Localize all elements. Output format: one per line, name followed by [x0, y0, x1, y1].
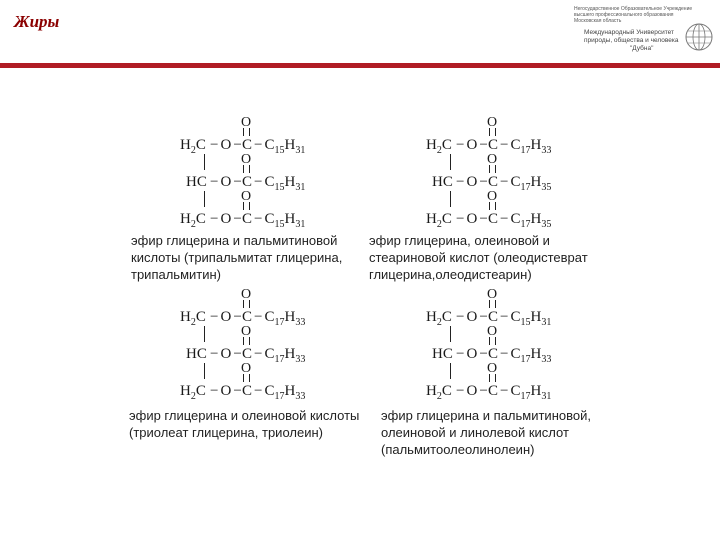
fatty-acid-chain: $C - C_{15}H_{31}$ [242, 137, 306, 156]
carbonyl-oxygen: O [487, 361, 498, 376]
caption-line: глицерина,олеодистеарин) [369, 267, 532, 282]
ester-oxygen: − O − [456, 137, 488, 153]
carbonyl-oxygen: O [241, 152, 252, 167]
formula-caption [369, 232, 588, 283]
carbonyl-oxygen: O [241, 189, 252, 204]
page-title: Жиры [14, 12, 60, 31]
formula-row [426, 173, 616, 191]
double-bond [243, 337, 250, 345]
header-divider [0, 63, 720, 68]
fatty-acid-chain: $C - C_{17}H_{33}$ [242, 346, 306, 365]
ester-oxygen: − O − [210, 346, 242, 362]
double-bond [243, 374, 250, 382]
ester-oxygen: − O − [210, 383, 242, 399]
backbone-bond [450, 154, 451, 170]
glycerol-carbon: $H_2C$ [180, 137, 206, 156]
logo-text-line: высшего профессионального образования [574, 12, 674, 18]
glycerol-carbon: $H_2C$ [426, 137, 452, 156]
formula-row [426, 382, 616, 400]
triglyceride-formula [180, 115, 370, 230]
caption-line: кислоты (трипальмитат глицерина, [131, 250, 343, 265]
formula-row [180, 345, 370, 363]
formula-caption [381, 407, 591, 458]
ester-oxygen: − O − [210, 174, 242, 190]
formula-row [180, 210, 370, 228]
caption-line: эфир глицерина, олеиновой и [369, 233, 550, 248]
logo-text-line: Московская область [574, 18, 622, 24]
glycerol-carbon: HC [432, 346, 453, 362]
caption-line: трипальмитин) [131, 267, 221, 282]
fatty-acid-chain: $C - C_{15}H_{31}$ [488, 309, 552, 328]
carbonyl-oxygen: O [487, 189, 498, 204]
glycerol-carbon: $H_2C$ [180, 309, 206, 328]
carbonyl-oxygen: O [241, 324, 252, 339]
ester-oxygen: − O − [456, 346, 488, 362]
formula-row [180, 173, 370, 191]
backbone-bond [204, 326, 205, 342]
globe-icon [684, 22, 714, 52]
double-bond [489, 300, 496, 308]
fatty-acid-chain: $C - C_{17}H_{31}$ [488, 383, 552, 402]
formula-row [180, 382, 370, 400]
carbonyl-oxygen: O [241, 361, 252, 376]
formula-row [426, 308, 616, 326]
glycerol-carbon: $H_2C$ [180, 211, 206, 230]
double-bond [243, 128, 250, 136]
glycerol-carbon: HC [432, 174, 453, 190]
formula-row [426, 345, 616, 363]
logo-university-name: "Дубна" [630, 45, 654, 52]
double-bond [243, 300, 250, 308]
formula-caption [129, 407, 359, 441]
fatty-acid-chain: $C - C_{17}H_{33}$ [488, 137, 552, 156]
fatty-acid-chain: $C - C_{17}H_{33}$ [488, 346, 552, 365]
ester-oxygen: − O − [456, 174, 488, 190]
carbonyl-oxygen: O [487, 287, 498, 302]
caption-line: эфир глицерина и пальмитиновой [131, 233, 338, 248]
backbone-bond [204, 154, 205, 170]
carbonyl-oxygen: O [487, 324, 498, 339]
formula-row [180, 308, 370, 326]
formula-row [180, 136, 370, 154]
formula-caption [131, 232, 342, 283]
caption-line: (пальмитоолеолинолеин) [381, 442, 535, 457]
carbonyl-oxygen: O [241, 115, 252, 130]
glycerol-carbon: $H_2C$ [426, 211, 452, 230]
double-bond [489, 202, 496, 210]
double-bond [489, 128, 496, 136]
fatty-acid-chain: $C - C_{17}H_{33}$ [242, 309, 306, 328]
double-bond [489, 165, 496, 173]
backbone-bond [204, 191, 205, 207]
triglyceride-formula [426, 287, 616, 402]
ester-oxygen: − O − [456, 309, 488, 325]
backbone-bond [450, 326, 451, 342]
ester-oxygen: − O − [210, 211, 242, 227]
caption-line: эфир глицерина и пальмитиновой, [381, 408, 591, 423]
caption-line: олеиновой и линолевой кислот [381, 425, 569, 440]
carbonyl-oxygen: O [487, 152, 498, 167]
carbonyl-oxygen: O [487, 115, 498, 130]
ester-oxygen: − O − [456, 211, 488, 227]
ester-oxygen: − O − [210, 137, 242, 153]
fatty-acid-chain: $C - C_{15}H_{31}$ [242, 174, 306, 193]
double-bond [243, 165, 250, 173]
glycerol-carbon: HC [186, 346, 207, 362]
caption-line: стеариновой кислот (олеодистеврат [369, 250, 588, 265]
fatty-acid-chain: $C - C_{17}H_{35}$ [488, 174, 552, 193]
double-bond [489, 374, 496, 382]
logo-text-line: Негосударственное Образовательное Учреждение [574, 6, 693, 12]
backbone-bond [450, 191, 451, 207]
triglyceride-formula [426, 115, 616, 230]
caption-line: эфир глицерина и олеиновой кислоты [129, 408, 360, 423]
glycerol-carbon: $H_2C$ [426, 383, 452, 402]
carbonyl-oxygen: O [241, 287, 252, 302]
glycerol-carbon: $H_2C$ [180, 383, 206, 402]
glycerol-carbon: $H_2C$ [426, 309, 452, 328]
backbone-bond [204, 363, 205, 379]
backbone-bond [450, 363, 451, 379]
triglyceride-formula [180, 287, 370, 402]
ester-oxygen: − O − [456, 383, 488, 399]
fatty-acid-chain: $C - C_{15}H_{31}$ [242, 211, 306, 230]
fatty-acid-chain: $C - C_{17}H_{35}$ [488, 211, 552, 230]
formula-row [426, 210, 616, 228]
ester-oxygen: − O − [210, 309, 242, 325]
glycerol-carbon: HC [186, 174, 207, 190]
double-bond [243, 202, 250, 210]
logo-university-name: природы, общества и человека [584, 37, 679, 44]
fatty-acid-chain: $C - C_{17}H_{33}$ [242, 383, 306, 402]
logo-university-name: Международный Университет [584, 29, 675, 36]
caption-line: (триолеат глицерина, триолеин) [129, 425, 323, 440]
double-bond [489, 337, 496, 345]
formula-row [426, 136, 616, 154]
